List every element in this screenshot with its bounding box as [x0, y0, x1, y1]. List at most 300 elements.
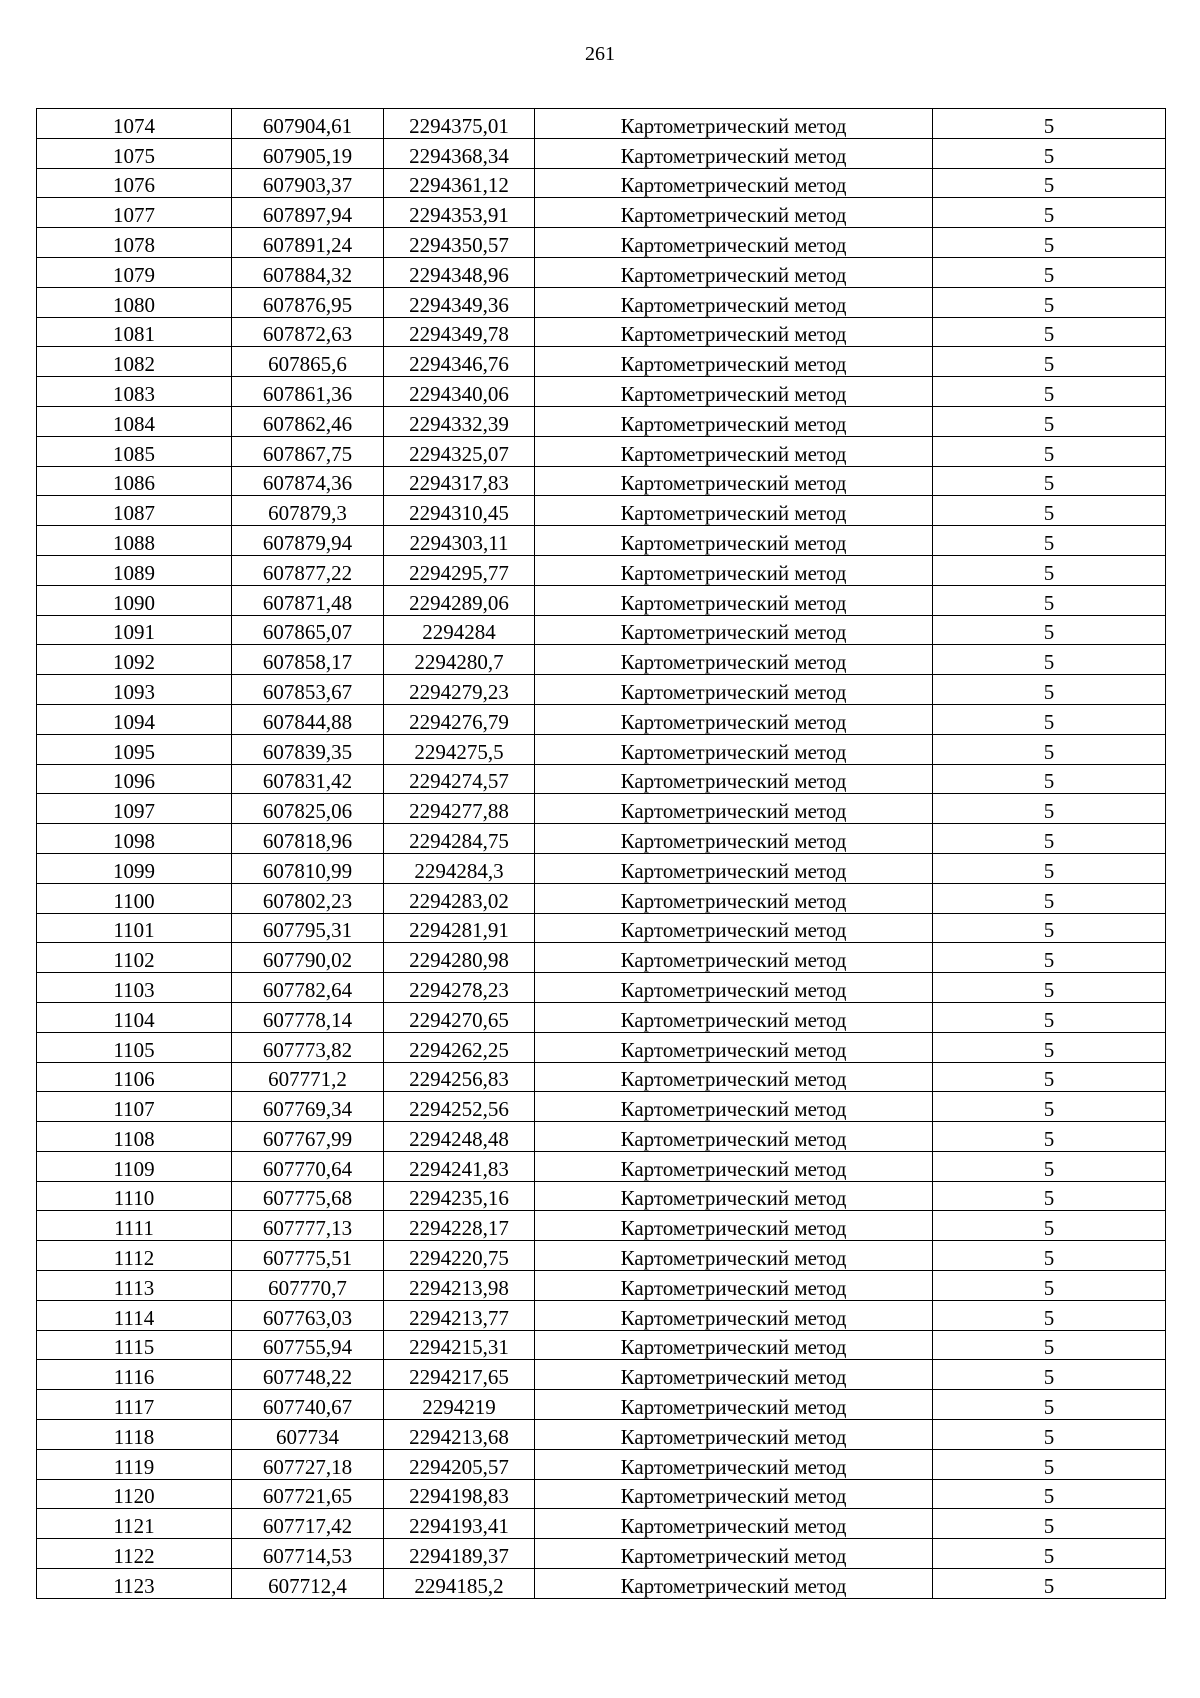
table-row — [37, 1300, 1166, 1330]
point-number-cell: 1100 — [37, 883, 232, 913]
table-row — [37, 466, 1166, 496]
method-cell: Картометрический метод — [535, 824, 933, 854]
accuracy-cell: 5 — [933, 824, 1166, 854]
method-cell: Картометрический метод — [535, 317, 933, 347]
table-row — [37, 913, 1166, 943]
y-coordinate-cell: 2294349,36 — [384, 287, 535, 317]
accuracy-cell: 5 — [933, 466, 1166, 496]
x-coordinate-cell: 607810,99 — [232, 853, 384, 883]
x-coordinate-cell: 607879,94 — [232, 526, 384, 556]
point-number-cell: 1095 — [37, 734, 232, 764]
accuracy-cell: 5 — [933, 377, 1166, 407]
x-coordinate-cell: 607769,34 — [232, 1092, 384, 1122]
accuracy-cell: 5 — [933, 228, 1166, 258]
y-coordinate-cell: 2294289,06 — [384, 585, 535, 615]
accuracy-cell: 5 — [933, 555, 1166, 585]
y-coordinate-cell: 2294213,68 — [384, 1420, 535, 1450]
method-cell: Картометрический метод — [535, 585, 933, 615]
point-number-cell: 1118 — [37, 1420, 232, 1450]
x-coordinate-cell: 607782,64 — [232, 973, 384, 1003]
x-coordinate-cell: 607872,63 — [232, 317, 384, 347]
method-cell: Картометрический метод — [535, 436, 933, 466]
method-cell: Картометрический метод — [535, 1479, 933, 1509]
point-number-cell: 1116 — [37, 1360, 232, 1390]
table-row — [37, 734, 1166, 764]
accuracy-cell: 5 — [933, 1092, 1166, 1122]
point-number-cell: 1098 — [37, 824, 232, 854]
method-cell: Картометрический метод — [535, 228, 933, 258]
x-coordinate-cell: 607865,6 — [232, 347, 384, 377]
table-row — [37, 794, 1166, 824]
point-number-cell: 1086 — [37, 466, 232, 496]
x-coordinate-cell: 607884,32 — [232, 257, 384, 287]
method-cell: Картометрический метод — [535, 1241, 933, 1271]
accuracy-cell: 5 — [933, 1062, 1166, 1092]
x-coordinate-cell: 607775,68 — [232, 1181, 384, 1211]
table-row — [37, 1002, 1166, 1032]
method-cell: Картометрический метод — [535, 645, 933, 675]
y-coordinate-cell: 2294325,07 — [384, 436, 535, 466]
method-cell: Картометрический метод — [535, 1420, 933, 1450]
accuracy-cell: 5 — [933, 287, 1166, 317]
y-coordinate-cell: 2294353,91 — [384, 198, 535, 228]
x-coordinate-cell: 607802,23 — [232, 883, 384, 913]
point-number-cell: 1117 — [37, 1390, 232, 1420]
method-cell: Картометрический метод — [535, 615, 933, 645]
method-cell: Картометрический метод — [535, 1002, 933, 1032]
accuracy-cell: 5 — [933, 1569, 1166, 1599]
method-cell: Картометрический метод — [535, 1539, 933, 1569]
x-coordinate-cell: 607721,65 — [232, 1479, 384, 1509]
accuracy-cell: 5 — [933, 794, 1166, 824]
method-cell: Картометрический метод — [535, 406, 933, 436]
y-coordinate-cell: 2294278,23 — [384, 973, 535, 1003]
accuracy-cell: 5 — [933, 883, 1166, 913]
method-cell: Картометрический метод — [535, 526, 933, 556]
y-coordinate-cell: 2294205,57 — [384, 1449, 535, 1479]
table-row — [37, 1181, 1166, 1211]
x-coordinate-cell: 607877,22 — [232, 555, 384, 585]
point-number-cell: 1084 — [37, 406, 232, 436]
point-number-cell: 1113 — [37, 1271, 232, 1301]
y-coordinate-cell: 2294198,83 — [384, 1479, 535, 1509]
accuracy-cell: 5 — [933, 764, 1166, 794]
x-coordinate-cell: 607844,88 — [232, 704, 384, 734]
table-row — [37, 943, 1166, 973]
x-coordinate-cell: 607891,24 — [232, 228, 384, 258]
table-row — [37, 1092, 1166, 1122]
x-coordinate-cell: 607853,67 — [232, 675, 384, 705]
table-row — [37, 764, 1166, 794]
point-number-cell: 1120 — [37, 1479, 232, 1509]
table-row — [37, 257, 1166, 287]
table-row — [37, 1509, 1166, 1539]
table-row — [37, 1449, 1166, 1479]
method-cell: Картометрический метод — [535, 168, 933, 198]
page-number: 261 — [585, 43, 615, 65]
point-number-cell: 1104 — [37, 1002, 232, 1032]
method-cell: Картометрический метод — [535, 1062, 933, 1092]
table-row — [37, 1569, 1166, 1599]
point-number-cell: 1119 — [37, 1449, 232, 1479]
y-coordinate-cell: 2294349,78 — [384, 317, 535, 347]
accuracy-cell: 5 — [933, 1032, 1166, 1062]
y-coordinate-cell: 2294340,06 — [384, 377, 535, 407]
method-cell: Картометрический метод — [535, 109, 933, 139]
x-coordinate-cell: 607712,4 — [232, 1569, 384, 1599]
table-row — [37, 883, 1166, 913]
point-number-cell: 1075 — [37, 138, 232, 168]
accuracy-cell: 5 — [933, 347, 1166, 377]
x-coordinate-cell: 607876,95 — [232, 287, 384, 317]
point-number-cell: 1109 — [37, 1151, 232, 1181]
x-coordinate-cell: 607818,96 — [232, 824, 384, 854]
table-row — [37, 853, 1166, 883]
y-coordinate-cell: 2294279,23 — [384, 675, 535, 705]
method-cell: Картометрический метод — [535, 466, 933, 496]
x-coordinate-cell: 607858,17 — [232, 645, 384, 675]
table-row — [37, 973, 1166, 1003]
y-coordinate-cell: 2294283,02 — [384, 883, 535, 913]
x-coordinate-cell: 607717,42 — [232, 1509, 384, 1539]
x-coordinate-cell: 607734 — [232, 1420, 384, 1450]
method-cell: Картометрический метод — [535, 1032, 933, 1062]
method-cell: Картометрический метод — [535, 1122, 933, 1152]
point-number-cell: 1108 — [37, 1122, 232, 1152]
table-row — [37, 198, 1166, 228]
method-cell: Картометрический метод — [535, 853, 933, 883]
x-coordinate-cell: 607874,36 — [232, 466, 384, 496]
x-coordinate-cell: 607790,02 — [232, 943, 384, 973]
point-number-cell: 1096 — [37, 764, 232, 794]
accuracy-cell: 5 — [933, 138, 1166, 168]
table-row — [37, 675, 1166, 705]
x-coordinate-cell: 607905,19 — [232, 138, 384, 168]
y-coordinate-cell: 2294350,57 — [384, 228, 535, 258]
y-coordinate-cell: 2294280,7 — [384, 645, 535, 675]
accuracy-cell: 5 — [933, 853, 1166, 883]
table-row — [37, 585, 1166, 615]
table-row — [37, 1479, 1166, 1509]
point-number-cell: 1094 — [37, 704, 232, 734]
table-body — [37, 109, 1166, 1599]
y-coordinate-cell: 2294252,56 — [384, 1092, 535, 1122]
x-coordinate-cell: 607867,75 — [232, 436, 384, 466]
point-number-cell: 1087 — [37, 496, 232, 526]
point-number-cell: 1092 — [37, 645, 232, 675]
x-coordinate-cell: 607763,03 — [232, 1300, 384, 1330]
accuracy-cell: 5 — [933, 257, 1166, 287]
method-cell: Картометрический метод — [535, 1211, 933, 1241]
x-coordinate-cell: 607795,31 — [232, 913, 384, 943]
table-row — [37, 1539, 1166, 1569]
table-row — [37, 287, 1166, 317]
accuracy-cell: 5 — [933, 704, 1166, 734]
method-cell: Картометрический метод — [535, 1181, 933, 1211]
y-coordinate-cell: 2294348,96 — [384, 257, 535, 287]
accuracy-cell: 5 — [933, 1271, 1166, 1301]
table-row — [37, 526, 1166, 556]
method-cell: Картометрический метод — [535, 138, 933, 168]
method-cell: Картометрический метод — [535, 794, 933, 824]
accuracy-cell: 5 — [933, 734, 1166, 764]
accuracy-cell: 5 — [933, 109, 1166, 139]
method-cell: Картометрический метод — [535, 1271, 933, 1301]
y-coordinate-cell: 2294361,12 — [384, 168, 535, 198]
accuracy-cell: 5 — [933, 1181, 1166, 1211]
y-coordinate-cell: 2294284 — [384, 615, 535, 645]
x-coordinate-cell: 607748,22 — [232, 1360, 384, 1390]
table-row — [37, 555, 1166, 585]
table-row — [37, 1211, 1166, 1241]
accuracy-cell: 5 — [933, 1241, 1166, 1271]
x-coordinate-cell: 607778,14 — [232, 1002, 384, 1032]
point-number-cell: 1088 — [37, 526, 232, 556]
method-cell: Картометрический метод — [535, 1360, 933, 1390]
accuracy-cell: 5 — [933, 1360, 1166, 1390]
point-number-cell: 1122 — [37, 1539, 232, 1569]
y-coordinate-cell: 2294284,3 — [384, 853, 535, 883]
y-coordinate-cell: 2294185,2 — [384, 1569, 535, 1599]
y-coordinate-cell: 2294235,16 — [384, 1181, 535, 1211]
method-cell: Картометрический метод — [535, 734, 933, 764]
y-coordinate-cell: 2294295,77 — [384, 555, 535, 585]
table-row — [37, 1330, 1166, 1360]
table-row — [37, 109, 1166, 139]
y-coordinate-cell: 2294368,34 — [384, 138, 535, 168]
point-number-cell: 1082 — [37, 347, 232, 377]
x-coordinate-cell: 607904,61 — [232, 109, 384, 139]
table-row — [37, 436, 1166, 466]
table-row — [37, 1420, 1166, 1450]
method-cell: Картометрический метод — [535, 1449, 933, 1479]
accuracy-cell: 5 — [933, 1300, 1166, 1330]
table-row — [37, 1241, 1166, 1271]
method-cell: Картометрический метод — [535, 347, 933, 377]
x-coordinate-cell: 607714,53 — [232, 1539, 384, 1569]
method-cell: Картометрический метод — [535, 1300, 933, 1330]
y-coordinate-cell: 2294280,98 — [384, 943, 535, 973]
method-cell: Картометрический метод — [535, 1390, 933, 1420]
accuracy-cell: 5 — [933, 973, 1166, 1003]
x-coordinate-cell: 607865,07 — [232, 615, 384, 645]
point-number-cell: 1083 — [37, 377, 232, 407]
method-cell: Картометрический метод — [535, 496, 933, 526]
accuracy-cell: 5 — [933, 913, 1166, 943]
y-coordinate-cell: 2294332,39 — [384, 406, 535, 436]
accuracy-cell: 5 — [933, 1122, 1166, 1152]
accuracy-cell: 5 — [933, 1002, 1166, 1032]
y-coordinate-cell: 2294213,77 — [384, 1300, 535, 1330]
accuracy-cell: 5 — [933, 436, 1166, 466]
point-number-cell: 1103 — [37, 973, 232, 1003]
point-number-cell: 1079 — [37, 257, 232, 287]
point-number-cell: 1110 — [37, 1181, 232, 1211]
table-row — [37, 1271, 1166, 1301]
table-row — [37, 1062, 1166, 1092]
accuracy-cell: 5 — [933, 1390, 1166, 1420]
y-coordinate-cell: 2294241,83 — [384, 1151, 535, 1181]
table-row — [37, 138, 1166, 168]
method-cell: Картометрический метод — [535, 704, 933, 734]
accuracy-cell: 5 — [933, 168, 1166, 198]
y-coordinate-cell: 2294275,5 — [384, 734, 535, 764]
method-cell: Картометрический метод — [535, 555, 933, 585]
x-coordinate-cell: 607897,94 — [232, 198, 384, 228]
x-coordinate-cell: 607740,67 — [232, 1390, 384, 1420]
method-cell: Картометрический метод — [535, 377, 933, 407]
y-coordinate-cell: 2294346,76 — [384, 347, 535, 377]
x-coordinate-cell: 607861,36 — [232, 377, 384, 407]
accuracy-cell: 5 — [933, 585, 1166, 615]
accuracy-cell: 5 — [933, 1509, 1166, 1539]
accuracy-cell: 5 — [933, 675, 1166, 705]
table-row — [37, 645, 1166, 675]
accuracy-cell: 5 — [933, 317, 1166, 347]
point-number-cell: 1123 — [37, 1569, 232, 1599]
table-row — [37, 406, 1166, 436]
coordinates-table — [36, 108, 1166, 1599]
y-coordinate-cell: 2294277,88 — [384, 794, 535, 824]
y-coordinate-cell: 2294217,65 — [384, 1360, 535, 1390]
method-cell: Картометрический метод — [535, 1151, 933, 1181]
y-coordinate-cell: 2294220,75 — [384, 1241, 535, 1271]
x-coordinate-cell: 607770,64 — [232, 1151, 384, 1181]
method-cell: Картометрический метод — [535, 913, 933, 943]
accuracy-cell: 5 — [933, 1539, 1166, 1569]
method-cell: Картометрический метод — [535, 1330, 933, 1360]
y-coordinate-cell: 2294375,01 — [384, 109, 535, 139]
accuracy-cell: 5 — [933, 1330, 1166, 1360]
accuracy-cell: 5 — [933, 496, 1166, 526]
method-cell: Картометрический метод — [535, 764, 933, 794]
y-coordinate-cell: 2294284,75 — [384, 824, 535, 854]
y-coordinate-cell: 2294215,31 — [384, 1330, 535, 1360]
accuracy-cell: 5 — [933, 943, 1166, 973]
method-cell: Картометрический метод — [535, 1509, 933, 1539]
table-row — [37, 1151, 1166, 1181]
x-coordinate-cell: 607831,42 — [232, 764, 384, 794]
accuracy-cell: 5 — [933, 406, 1166, 436]
y-coordinate-cell: 2294219 — [384, 1390, 535, 1420]
x-coordinate-cell: 607839,35 — [232, 734, 384, 764]
method-cell: Картометрический метод — [535, 287, 933, 317]
table-row — [37, 1360, 1166, 1390]
x-coordinate-cell: 607871,48 — [232, 585, 384, 615]
y-coordinate-cell: 2294193,41 — [384, 1509, 535, 1539]
table-row — [37, 347, 1166, 377]
accuracy-cell: 5 — [933, 1479, 1166, 1509]
point-number-cell: 1106 — [37, 1062, 232, 1092]
point-number-cell: 1107 — [37, 1092, 232, 1122]
y-coordinate-cell: 2294228,17 — [384, 1211, 535, 1241]
y-coordinate-cell: 2294213,98 — [384, 1271, 535, 1301]
point-number-cell: 1074 — [37, 109, 232, 139]
accuracy-cell: 5 — [933, 198, 1166, 228]
point-number-cell: 1115 — [37, 1330, 232, 1360]
method-cell: Картометрический метод — [535, 675, 933, 705]
accuracy-cell: 5 — [933, 1211, 1166, 1241]
accuracy-cell: 5 — [933, 526, 1166, 556]
point-number-cell: 1077 — [37, 198, 232, 228]
table-row — [37, 824, 1166, 854]
method-cell: Картометрический метод — [535, 1092, 933, 1122]
x-coordinate-cell: 607771,2 — [232, 1062, 384, 1092]
point-number-cell: 1111 — [37, 1211, 232, 1241]
x-coordinate-cell: 607777,13 — [232, 1211, 384, 1241]
x-coordinate-cell: 607773,82 — [232, 1032, 384, 1062]
point-number-cell: 1102 — [37, 943, 232, 973]
point-number-cell: 1081 — [37, 317, 232, 347]
table-row — [37, 228, 1166, 258]
point-number-cell: 1105 — [37, 1032, 232, 1062]
x-coordinate-cell: 607775,51 — [232, 1241, 384, 1271]
y-coordinate-cell: 2294248,48 — [384, 1122, 535, 1152]
point-number-cell: 1091 — [37, 615, 232, 645]
table-row — [37, 317, 1166, 347]
point-number-cell: 1101 — [37, 913, 232, 943]
method-cell: Картометрический метод — [535, 973, 933, 1003]
y-coordinate-cell: 2294274,57 — [384, 764, 535, 794]
point-number-cell: 1076 — [37, 168, 232, 198]
accuracy-cell: 5 — [933, 645, 1166, 675]
accuracy-cell: 5 — [933, 1449, 1166, 1479]
point-number-cell: 1078 — [37, 228, 232, 258]
x-coordinate-cell: 607767,99 — [232, 1122, 384, 1152]
point-number-cell: 1121 — [37, 1509, 232, 1539]
method-cell: Картометрический метод — [535, 1569, 933, 1599]
point-number-cell: 1093 — [37, 675, 232, 705]
accuracy-cell: 5 — [933, 615, 1166, 645]
y-coordinate-cell: 2294276,79 — [384, 704, 535, 734]
y-coordinate-cell: 2294317,83 — [384, 466, 535, 496]
point-number-cell: 1099 — [37, 853, 232, 883]
x-coordinate-cell: 607903,37 — [232, 168, 384, 198]
accuracy-cell: 5 — [933, 1151, 1166, 1181]
table-row — [37, 1390, 1166, 1420]
table-row — [37, 615, 1166, 645]
x-coordinate-cell: 607879,3 — [232, 496, 384, 526]
method-cell: Картометрический метод — [535, 198, 933, 228]
table-row — [37, 704, 1166, 734]
y-coordinate-cell: 2294270,65 — [384, 1002, 535, 1032]
point-number-cell: 1090 — [37, 585, 232, 615]
accuracy-cell: 5 — [933, 1420, 1166, 1450]
point-number-cell: 1080 — [37, 287, 232, 317]
point-number-cell: 1085 — [37, 436, 232, 466]
table-row — [37, 377, 1166, 407]
x-coordinate-cell: 607755,94 — [232, 1330, 384, 1360]
x-coordinate-cell: 607770,7 — [232, 1271, 384, 1301]
y-coordinate-cell: 2294303,11 — [384, 526, 535, 556]
x-coordinate-cell: 607825,06 — [232, 794, 384, 824]
y-coordinate-cell: 2294281,91 — [384, 913, 535, 943]
y-coordinate-cell: 2294256,83 — [384, 1062, 535, 1092]
table-row — [37, 496, 1166, 526]
y-coordinate-cell: 2294189,37 — [384, 1539, 535, 1569]
method-cell: Картометрический метод — [535, 883, 933, 913]
method-cell: Картометрический метод — [535, 257, 933, 287]
point-number-cell: 1097 — [37, 794, 232, 824]
table-row — [37, 1032, 1166, 1062]
x-coordinate-cell: 607727,18 — [232, 1449, 384, 1479]
point-number-cell: 1114 — [37, 1300, 232, 1330]
y-coordinate-cell: 2294262,25 — [384, 1032, 535, 1062]
table-row — [37, 168, 1166, 198]
y-coordinate-cell: 2294310,45 — [384, 496, 535, 526]
point-number-cell: 1112 — [37, 1241, 232, 1271]
x-coordinate-cell: 607862,46 — [232, 406, 384, 436]
